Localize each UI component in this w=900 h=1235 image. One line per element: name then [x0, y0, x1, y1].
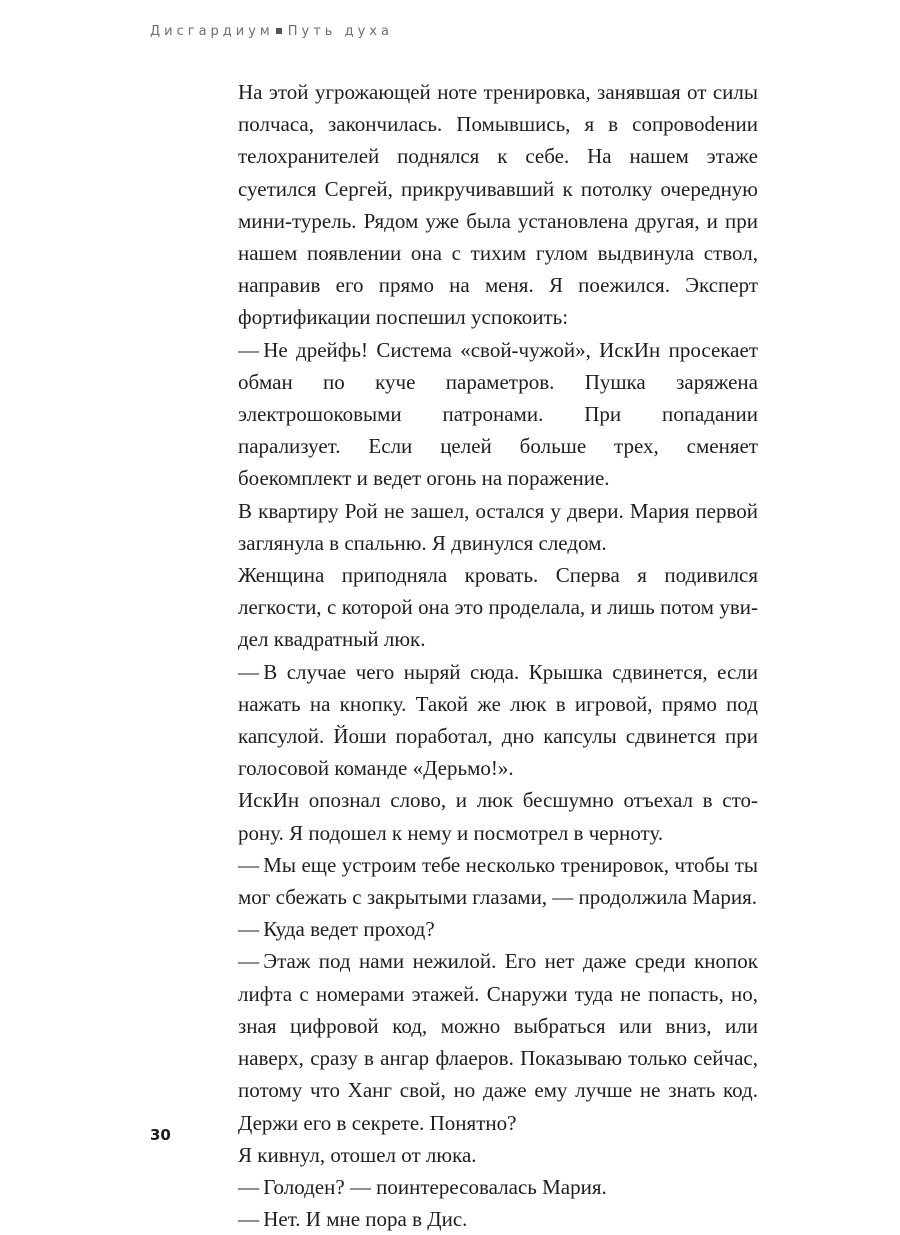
paragraph: — Куда ведет проход?: [238, 917, 435, 942]
page-number: 30: [150, 1126, 171, 1144]
paragraph: — Мы еще устроим тебе несколько тренировок, чтобы ты мог сбежать с закрытыми глазами, — продолжила Мария.: [238, 852, 758, 910]
separator-square-icon: [276, 28, 282, 34]
paragraph: Женщина приподняла кровать. Сперва я подивился легкости, с которой она это проделала, и лишь потом увидел квадратный люк.: [238, 563, 758, 652]
running-head: [150, 24, 393, 39]
paragraph: — Этаж под нами нежилой. Его нет даже среди кнопок лифта с номерами этажей. Снаружи туда не попасть, но, зная цифровой код, можно выбраться или вниз, или наверх, сразу в ангар флаеров. Показываю только сейчас, потому что Ханг свой, но даже ему лучше не знать код. Держи его в секрете. Понятно?: [238, 949, 758, 1135]
paragraph: — В случае чего ныряй сюда. Крышка сдвинется, если нажать на кнопку. Такой же люк в игровой, прямо под капсулой. Йоши поработал, дно капсулы сдвинется при голосовой команде «Дерьмо!».: [238, 659, 758, 781]
book-title: Дисгардиум: [150, 24, 274, 39]
book-subtitle: Путь духа: [287, 24, 393, 39]
paragraph: Я кивнул, отошел от люка.: [238, 1142, 477, 1167]
paragraph: ИскИн опознал слово, и люк бесшумно отъехал в сторону. Я подошел к нему и посмотрел в черноту.: [238, 788, 758, 845]
paragraph: — Нет. И мне пора в Дис.: [238, 1207, 468, 1232]
body-text: [238, 76, 758, 1235]
paragraph: На этой угрожающей ноте тренировка, занявшая от силы полчаса, закончилась. Помывшись, я в сопровоdении телохранителей поднялся к себе. На нашем этаже суетился Сергей, прикручивавший к потолку очередную мини-турель. Рядом уже была установлена другая, и при нашем появлении она с тихим гулом выдвинула ствол, направив его прямо на меня. Я поежился. Эксперт фортификации поспешил успокоить:: [238, 80, 758, 330]
paragraph: — Голоден? — поинтересовалась Мария.: [238, 1174, 607, 1199]
paragraph: В квартиру Рой не зашел, остался у двери. Мария первой заглянула в спальню. Я двинулся следом.: [238, 498, 758, 555]
paragraph: — Не дрейфь! Система «свой-чужой», ИскИн просекает обман по куче параметров. Пушка заряжена электрошоковыми патронами. При попадании парализует. Если целей больше трех, сменяет боекомплект и ведет огонь на поражение.: [238, 337, 758, 491]
